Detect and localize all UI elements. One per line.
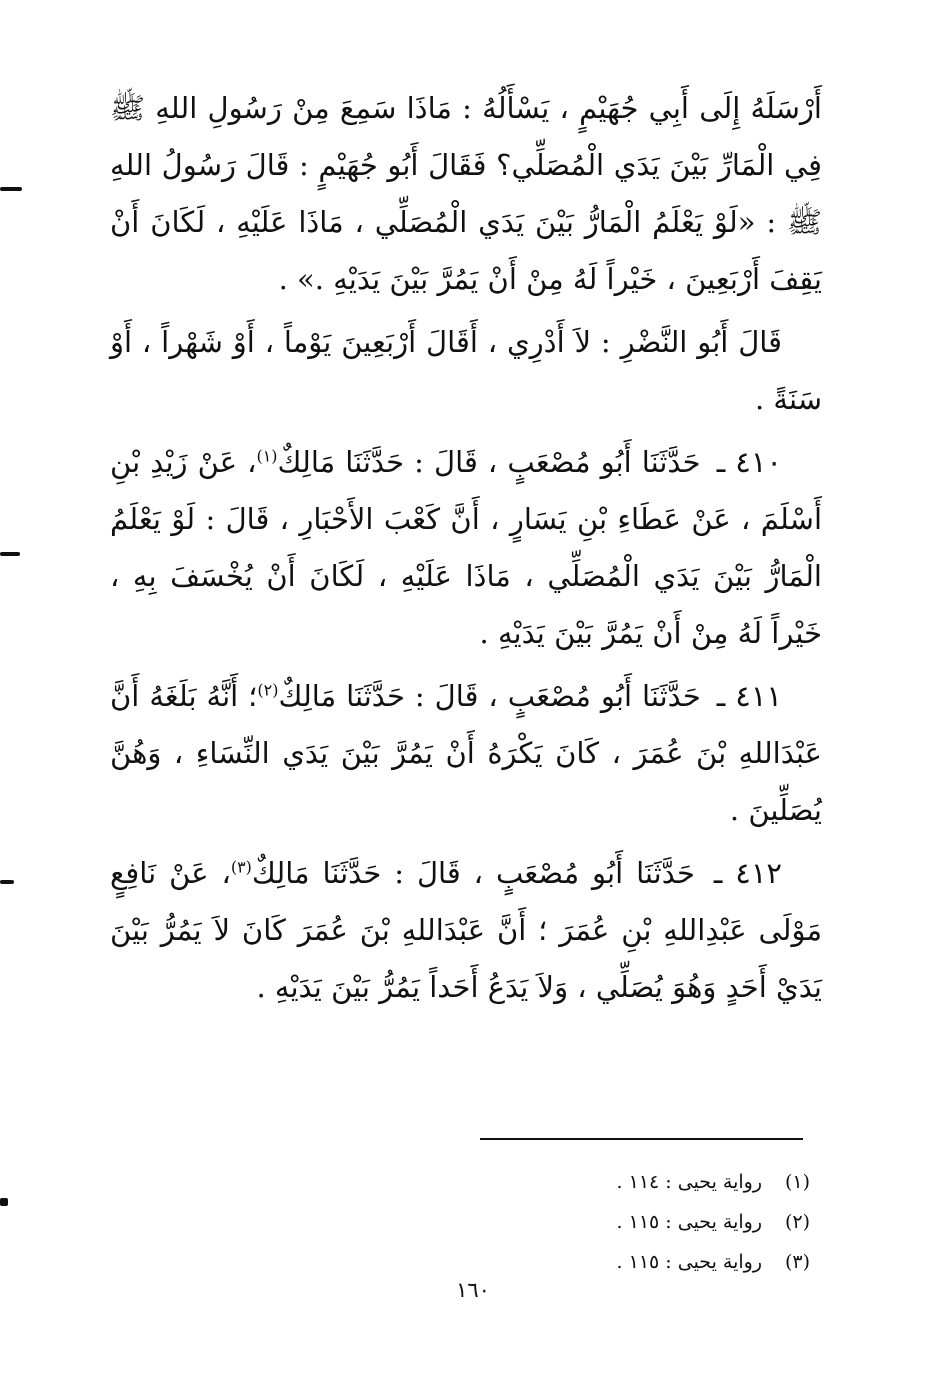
scan-edge-mark xyxy=(0,880,14,884)
footnote-text: رواية يحيى : ١١٥ . xyxy=(616,1211,762,1233)
hadith-text: حَدَّثَنَا أَبُو مُصْعَبٍ ، قَالَ : حَدَّثَنَا مَالِكٌ xyxy=(278,679,701,713)
footnote-mark: (٣) xyxy=(784,1251,810,1273)
main-text xyxy=(110,80,822,1022)
hadith-text: حَدَّثَنَا أَبُو مُصْعَبٍ ، قَالَ : حَدَّثَنَا مَالِكٌ xyxy=(277,445,701,479)
paragraph-abu-al-nadr xyxy=(110,314,822,428)
scan-edge-mark xyxy=(0,552,20,556)
footnote-text: رواية يحيى : ١١٤ . xyxy=(616,1171,762,1193)
paragraph-continuation xyxy=(110,80,822,308)
footnote-item xyxy=(480,1162,810,1202)
footnotes xyxy=(480,1162,810,1282)
footnote-item xyxy=(480,1242,810,1282)
hadith-text: حَدَّثَنَا أَبُو مُصْعَبٍ ، قَالَ : حَدَّثَنَا مَالِكٌ xyxy=(251,856,695,890)
hadith-text-continued: ، عَنْ زَيْدِ بْنِ أَسْلَمَ ، عَنْ عَطَاءِ بْنِ يَسَارٍ ، أَنَّ كَعْبَ الأَحْبَارِ ، قَالَ : لَوْ يَعْلَمُ الْمَارُّ بَيْنَ يَدَي الْمُصَلِّي ، مَاذَا عَلَيْهِ ، لَكَانَ أَنْ يُخْسَفَ بِهِ ، خَيْراً لَهُ مِنْ أَنْ يَمُرَّ بَيْنَ يَدَيْهِ . xyxy=(110,445,822,650)
footnote-reference: (١) xyxy=(256,446,278,466)
footnote-mark: (١) xyxy=(784,1171,810,1193)
footnote-reference: (٢) xyxy=(257,680,279,700)
hadith-410 xyxy=(110,434,822,662)
footnote-divider xyxy=(480,1138,803,1140)
footnote-reference: (٣) xyxy=(230,857,252,877)
paragraph-text: أَرْسَلَهُ إِلَى أَبِي جُهَيْمٍ ، يَسْأَلُهُ : مَاذَا سَمِعَ مِنْ رَسُولِ اللهِ ﷺ فِي الْمَارِّ بَيْنَ يَدَي الْمُصَلِّي؟ فَقَالَ أَبُو جُهَيْمٍ : قَالَ رَسُولُ اللهِ ﷺ : «لَوْ يَعْلَمُ الْمَارُّ بَيْنَ يَدَي الْمُصَلِّي ، مَاذَا عَلَيْهِ ، لَكَانَ أَنْ يَقِفَ أَرْبَعِينَ ، خَيْراً لَهُ مِنْ أَنْ يَمُرَّ بَيْنَ يَدَيْهِ .» . xyxy=(110,91,822,296)
hadith-411 xyxy=(110,668,822,839)
paragraph-text: قَالَ أَبُو النَّضْرِ : لاَ أَدْرِي ، أَقَالَ أَرْبَعِينَ يَوْماً ، أَوْ شَهْراً ، أَوْ سَنَةً . xyxy=(110,325,822,416)
hadith-number: ٤١٢ ـ xyxy=(713,856,782,890)
scan-edge-mark xyxy=(0,187,22,191)
page-number: ١٦٠ xyxy=(456,1278,490,1302)
scan-edge-mark xyxy=(0,1198,8,1206)
footnote-text: رواية يحيى : ١١٥ . xyxy=(616,1251,762,1273)
footnote-item xyxy=(480,1202,810,1242)
hadith-412 xyxy=(110,845,822,1016)
hadith-number: ٤١١ ـ xyxy=(716,679,782,713)
hadith-text-continued: ، عَنْ نَافِعٍ مَوْلَى عَبْدِاللهِ بْنِ عُمَرَ ؛ أَنَّ عَبْدَاللهِ بْنَ عُمَرَ كَانَ لاَ يَمُرُّ بَيْنَ يَدَيْ أَحَدٍ وَهُوَ يُصَلِّي ، وَلاَ يَدَعُ أَحَداً يَمُرُّ بَيْنَ يَدَيْهِ . xyxy=(110,856,822,1004)
hadith-text-continued: ؛ أَنَّهُ بَلَغَهُ أَنَّ عَبْدَاللهِ بْنَ عُمَرَ ، كَانَ يَكْرَهُ أَنْ يَمُرَّ بَيْنَ يَدَي النِّسَاءِ ، وَهُنَّ يُصَلِّينَ . xyxy=(110,679,822,827)
footnote-mark: (٢) xyxy=(784,1211,810,1233)
hadith-number: ٤١٠ ـ xyxy=(716,445,783,479)
